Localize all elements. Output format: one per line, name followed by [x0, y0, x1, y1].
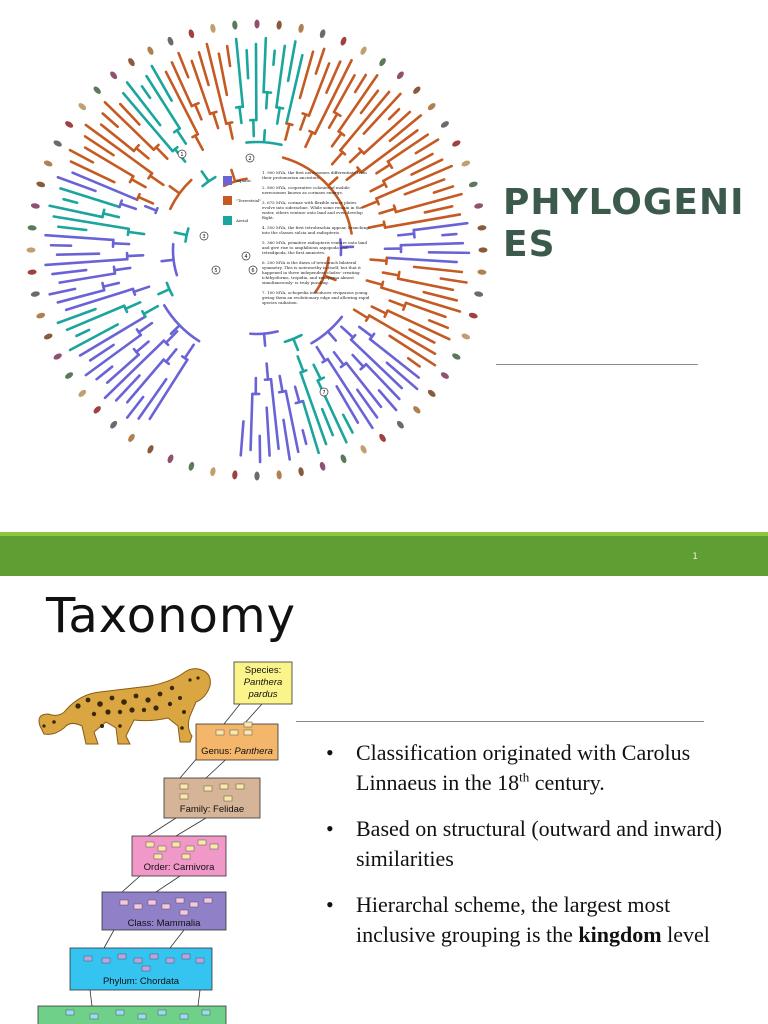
tree-branch [328, 331, 336, 340]
tree-branch [46, 259, 128, 265]
bullet-text: Based on structural (outward and inward) similarities [356, 816, 722, 871]
tree-branch [185, 345, 194, 358]
bullet-dot-icon: • [326, 740, 334, 765]
tree-branch [376, 166, 451, 198]
class-label: Class: Mammalia [127, 918, 201, 929]
legend-label: "Terrestrial" [236, 198, 262, 203]
tree-branch [158, 289, 169, 294]
phylum-label: Phylum: Chordata [102, 976, 180, 987]
tree-branch [71, 162, 114, 183]
order-box [132, 836, 226, 876]
tree-branch [341, 327, 353, 338]
tree-branch [156, 147, 167, 158]
tree-branch [264, 334, 265, 346]
tree-branch [128, 232, 144, 234]
tree-branch [295, 387, 299, 402]
tree-branch [442, 234, 456, 235]
slide-title-phylogenies: PHYLOGENIES [503, 182, 745, 265]
tree-branch [179, 53, 189, 77]
creature-icon [188, 461, 196, 471]
bullet-tail: level [661, 922, 710, 947]
tree-branch [164, 305, 199, 341]
note-line: 2. 800 MYA, cooperative colonies of mobile [262, 185, 350, 190]
tree-branch [241, 421, 244, 455]
tree-branch [285, 124, 289, 139]
tree-branch [264, 130, 265, 142]
order-label: Order: Carnivora [143, 862, 215, 873]
tree-branch [227, 46, 230, 66]
creature-icon [209, 23, 216, 33]
slide-divider-bar [0, 532, 768, 576]
tree-branch [317, 347, 325, 361]
creature-icon [412, 85, 422, 95]
tree-branch [86, 335, 141, 375]
creature-icon [319, 461, 327, 471]
tree-branch [339, 75, 378, 131]
tree-branch [284, 420, 290, 460]
creature-icon [451, 352, 461, 361]
creature-icon [27, 225, 36, 231]
tree-branch [58, 227, 86, 230]
tree-branch [127, 255, 143, 256]
tree-branch [166, 349, 176, 361]
tree-branch [239, 107, 241, 123]
creature-icon [339, 36, 347, 46]
tree-branch [231, 170, 235, 181]
slide-title-taxonomy: Taxonomy [46, 588, 297, 644]
tree-branch [414, 223, 468, 230]
creature-icon [276, 470, 282, 479]
svg-text:3: 3 [202, 234, 206, 240]
bullet-superscript: th [519, 769, 530, 785]
tree-branch [219, 54, 227, 95]
tree-branch [288, 41, 295, 80]
tree-branch [334, 75, 354, 112]
creature-icon [359, 45, 368, 55]
bullet-item [326, 738, 746, 798]
tree-branch [273, 51, 274, 65]
tree-branch [316, 49, 324, 74]
tree-branch [371, 260, 387, 261]
creature-icon [127, 433, 136, 443]
tree-branch [387, 363, 417, 389]
tree-branch [376, 165, 389, 174]
creature-icon [427, 102, 437, 112]
tree-branch [64, 199, 78, 203]
tree-branch [300, 115, 305, 130]
creature-icon [319, 29, 327, 39]
tree-branch [424, 292, 457, 300]
tree-branch [170, 186, 180, 193]
note-line: evolve into siderachne. While some remain in the [262, 205, 363, 210]
creature-icon [468, 181, 478, 189]
bullet-dot-icon: • [326, 892, 334, 917]
creature-icon [64, 120, 74, 129]
creature-icon [109, 420, 119, 430]
creature-icon [30, 291, 40, 298]
title-underline [296, 721, 704, 722]
creature-icon [52, 352, 62, 361]
tree-branch [50, 289, 75, 294]
leopard-illustration [39, 669, 210, 744]
creature-icon [427, 389, 437, 399]
tree-branch [60, 273, 115, 282]
species-name-genus: Panthera [243, 677, 283, 688]
legend-swatch [223, 196, 232, 205]
tree-branch [97, 367, 113, 380]
creature-icon [461, 159, 471, 167]
genus-label: Genus: Panthera [201, 746, 273, 757]
tree-branch [280, 376, 283, 392]
note-line: ichthyoforms, tropidia, and xenopoma almost [262, 275, 355, 280]
creature-icon [461, 332, 471, 340]
tree-branch [332, 152, 343, 164]
tree-branch [434, 186, 453, 192]
tree-branch [389, 109, 399, 119]
tree-branch [380, 209, 395, 214]
note-line: and give rise to amphibious aspopoda and [262, 245, 348, 250]
creature-icon [36, 181, 46, 189]
svg-text:2: 2 [248, 156, 252, 162]
tree-branch [57, 254, 99, 255]
note-line: 5. 360 MYA, primitive radiopteris venture onto land [262, 240, 368, 245]
creature-icon [43, 159, 53, 167]
node-marker [242, 252, 250, 260]
tree-branch [303, 430, 306, 444]
tree-branch [286, 55, 302, 123]
bullet-text: Hierarchal scheme, the largest most inclusive grouping is the [356, 892, 671, 947]
creature-icon [64, 371, 74, 380]
note-line: water, others venture onto land and even develop [262, 210, 363, 215]
tree-branch [367, 280, 382, 284]
kingdom-box [38, 1006, 226, 1024]
tree-branch [52, 270, 86, 274]
tree-branch [267, 364, 268, 380]
tree-branch [142, 86, 150, 97]
tree-branch [390, 115, 421, 140]
tree-branch [213, 113, 218, 128]
tree-branch [429, 320, 448, 328]
phylogenetic-tree-figure [18, 8, 496, 492]
bullet-item [326, 814, 746, 874]
tree-branch [343, 415, 352, 433]
creature-icon [232, 470, 238, 479]
creature-icon [27, 269, 36, 275]
tree-branch [229, 123, 232, 139]
tree-branch [60, 188, 119, 207]
tree-branch [355, 75, 366, 92]
bullet-text: Classification originated with Carolus Linnaeus in the 18 [356, 740, 691, 795]
note-line: 1. 900 MYA, the first nereosomes differentiate from [262, 170, 367, 175]
creature-icon [477, 269, 486, 275]
note-line: 4. 550 MYA, the first tetrobrachia appear, branching [262, 225, 369, 230]
bullet-bold-term: kingdom [578, 922, 662, 947]
creature-icon [440, 371, 450, 380]
tree-branch [314, 365, 321, 379]
note-line: flight. [262, 215, 274, 220]
tree-branch [293, 339, 298, 350]
tree-branch [364, 112, 410, 154]
tree-branch [277, 108, 280, 124]
tree-branch [103, 113, 118, 126]
tree-branch [357, 390, 377, 418]
tree-branch [150, 176, 163, 185]
creature-icon [451, 139, 461, 148]
note-line: symmetry. This is noteworthy in itself, but that it [262, 265, 361, 270]
creature-icon [36, 312, 46, 320]
tree-branch [113, 243, 129, 244]
creature-icon [396, 420, 406, 430]
svg-text:1: 1 [180, 152, 184, 158]
creature-icon [146, 45, 155, 55]
creature-icon [166, 36, 174, 46]
creature-icon [468, 312, 478, 320]
bullet-item [326, 890, 746, 950]
note-line: giving them an evolutionary edge and allowing rapid [262, 295, 370, 300]
creature-icon [146, 444, 155, 454]
tree-branch [247, 50, 248, 78]
bullet-list [326, 738, 746, 966]
note-line: simultaneously- is truly puzzling. [262, 280, 329, 285]
tree-branch [398, 234, 414, 236]
tree-branch [139, 323, 152, 332]
creature-icon [474, 291, 484, 298]
tree-branch [309, 63, 329, 115]
note-line: tetradipoda, the first amniotes. [262, 250, 326, 255]
creature-icon [109, 70, 119, 80]
tree-branch [401, 243, 463, 245]
node-marker [200, 232, 208, 240]
genus-box [196, 722, 278, 760]
tree-branch [144, 306, 158, 314]
creature-icon [339, 454, 347, 464]
tree-branch [414, 267, 462, 272]
tree-branch [202, 171, 209, 181]
tree-branch [266, 92, 267, 108]
creature-icon [412, 405, 422, 415]
tree-branch [351, 340, 402, 388]
tree-branch [85, 136, 113, 155]
legend-label: Aerial [236, 218, 249, 223]
tree-branch [76, 330, 89, 336]
tree-branch [298, 356, 304, 371]
tree-branch [172, 62, 192, 106]
tree-branch [114, 268, 130, 270]
creature-icon [92, 85, 102, 95]
tree-branch [251, 394, 253, 450]
tree-branch [126, 302, 141, 309]
tree-branch [103, 213, 119, 217]
legend-label: Aquatic [236, 178, 252, 183]
creature-icon [440, 120, 450, 129]
tree-branch [86, 125, 152, 173]
creature-icon [359, 444, 368, 454]
legend-swatch [223, 216, 232, 225]
legend-swatch [223, 176, 232, 185]
family-box [164, 778, 260, 818]
svg-text:6: 6 [251, 268, 255, 274]
note-line: nereosomes known as corinaes emerge. [262, 190, 344, 195]
creature-icon [127, 57, 136, 67]
phylum-box [70, 948, 212, 990]
page-number: 1 [692, 552, 698, 562]
creature-icon [378, 57, 387, 67]
tree-branch [236, 39, 243, 107]
creature-icon [77, 102, 87, 112]
tree-branch [396, 194, 462, 212]
tree-branch [138, 197, 153, 204]
node-marker [246, 154, 254, 162]
node-marker [320, 388, 328, 396]
creature-icon [298, 23, 305, 33]
note-line: happened in three independent clades- creating [262, 270, 360, 275]
creature-icon [254, 20, 259, 29]
tree-branch [170, 180, 191, 209]
tree-branch [116, 376, 139, 401]
bullet-dot-icon: • [326, 816, 334, 841]
tree-branch [175, 232, 187, 235]
creature-icon [43, 332, 53, 340]
tree-branch [145, 206, 156, 210]
title-underline [496, 364, 698, 365]
tree-branch [195, 105, 201, 120]
tree-branch [322, 409, 333, 435]
tree-branch [134, 287, 149, 292]
creature-icon [77, 389, 87, 399]
tree-branch [103, 283, 119, 287]
tree-branch [177, 130, 186, 143]
tree-branch [152, 66, 172, 101]
tree-branch [50, 206, 103, 217]
tree-branch [303, 401, 319, 453]
species-box [234, 662, 292, 704]
tree-branch [371, 184, 385, 191]
node-marker [178, 150, 186, 158]
svg-text:4: 4 [244, 254, 248, 260]
tree-branch [311, 317, 341, 343]
creature-icon [298, 467, 305, 477]
creature-icon [477, 225, 486, 231]
tree-branch [363, 201, 378, 207]
svg-text:7: 7 [322, 390, 326, 396]
svg-text:5: 5 [214, 268, 218, 274]
node-marker [249, 266, 257, 274]
tree-branch [383, 273, 399, 276]
tree-branch [350, 151, 362, 162]
tree-branch [337, 386, 358, 422]
tree-branch [425, 206, 452, 212]
creature-icon [276, 20, 282, 29]
bullet-tail: century. [529, 770, 605, 795]
node-marker [212, 266, 220, 274]
tree-branch [70, 150, 93, 162]
tree-branch [334, 352, 344, 365]
tree-branch [162, 260, 174, 261]
tree-branch [370, 339, 419, 377]
tree-branch [195, 136, 203, 150]
tree-branch [136, 148, 148, 158]
tree-branch [372, 307, 386, 314]
creature-icon [92, 405, 102, 415]
tree-branch [132, 179, 146, 187]
tree-branch [121, 204, 136, 209]
tree-branch [267, 408, 270, 456]
creature-icon [52, 139, 62, 148]
creature-icon [474, 202, 484, 209]
tree-branch [271, 379, 279, 449]
tree-branch [408, 358, 419, 366]
family-label: Family: Felidae [179, 804, 245, 815]
taxonomy-pyramid-diagram [30, 656, 300, 1024]
tree-branch [332, 133, 341, 146]
tree-branch [329, 114, 337, 128]
creature-icon [209, 467, 216, 477]
tree-branch [441, 278, 467, 282]
tree-branch [305, 132, 312, 146]
tree-branch [354, 310, 368, 318]
tree-branch [264, 38, 266, 92]
tree-branch [369, 225, 385, 228]
note-line: 7. 100 MYA, ochopedia introduces viviparous young, [262, 290, 369, 295]
note-line: into the classes sulcia and radiopteris. [262, 230, 341, 235]
tree-branch [359, 327, 372, 337]
tree-branch [390, 301, 405, 307]
creature-icon [396, 70, 406, 80]
tree-branch [136, 342, 148, 352]
species-name-epithet: pardus [248, 689, 278, 700]
tree-branch [429, 252, 469, 253]
note-line: 3. 675 MYA, corinae with flexible armor plates [262, 200, 357, 205]
species-label: Species: [244, 665, 282, 676]
slide-divider-highlight [0, 532, 768, 536]
creature-icon [232, 20, 238, 29]
class-box [102, 892, 226, 930]
creature-icon [27, 247, 36, 252]
creature-icon [254, 472, 259, 481]
tree-branch [387, 258, 457, 262]
creature-icon [378, 433, 387, 443]
tree-branch [340, 92, 389, 150]
note-line: their protomorian ancestors. [262, 175, 321, 180]
tree-branch [276, 46, 284, 107]
creature-icon [188, 29, 196, 39]
creature-icon [479, 247, 488, 252]
creature-icon [30, 202, 40, 209]
tree-branch [199, 52, 209, 85]
note-line: species radiation. [262, 300, 298, 305]
tree-branch [46, 235, 114, 240]
note-line: 6. 200 MYA is the dawn of tetrabrach bilateral [262, 260, 357, 265]
tree-branch [353, 355, 364, 367]
creature-icon [166, 454, 174, 464]
